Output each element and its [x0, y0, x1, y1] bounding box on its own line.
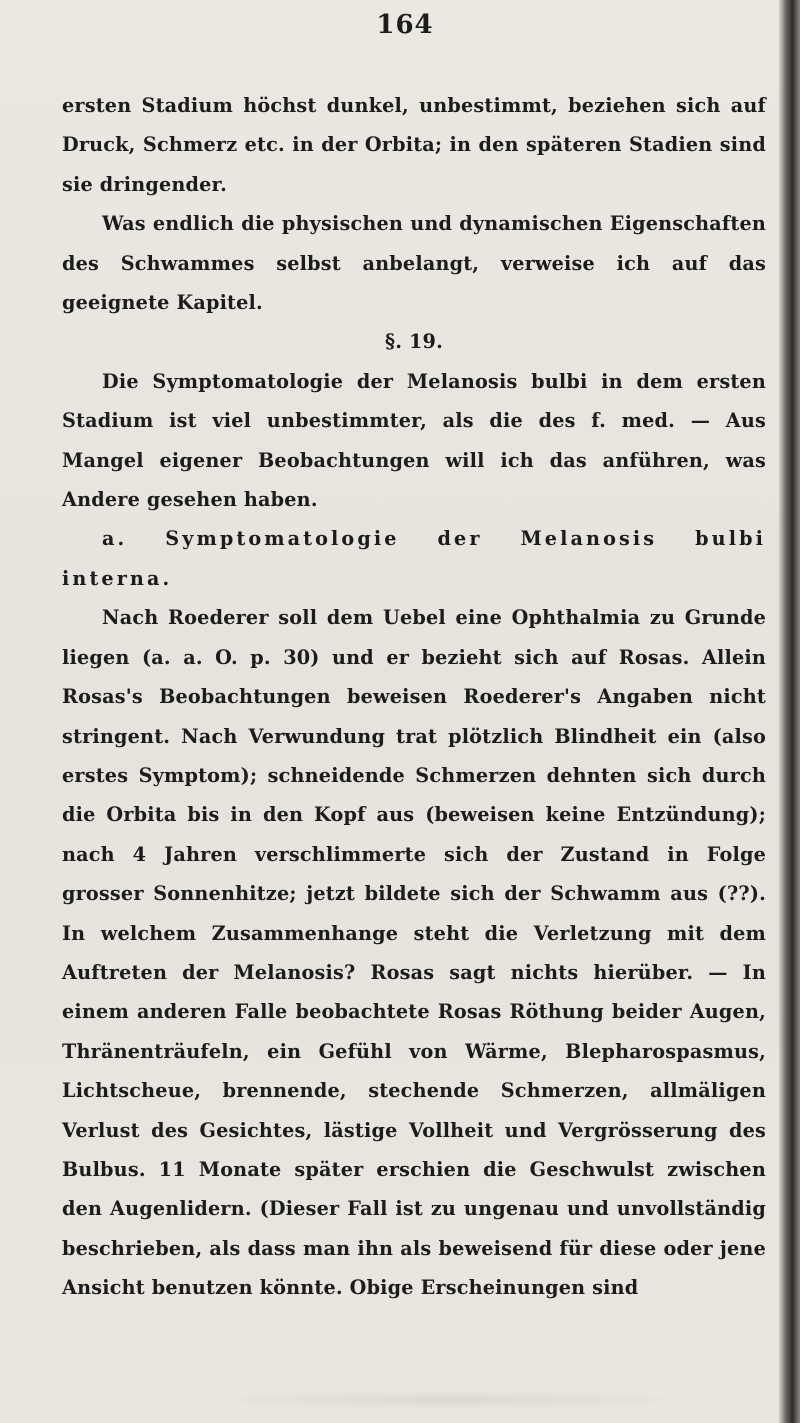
- section-heading: §. 19.: [385, 330, 443, 354]
- page-number: 164: [376, 10, 434, 40]
- body-text: [62, 86, 766, 1308]
- subsection-heading: a. Symptomatologie der Melanosis bulbi interna.: [62, 527, 766, 590]
- paragraph-properties: Was endlich die physischen und dynamischen Eigenschaften des Schwammes selbst anbelangt, verweise ich auf das geeignete Kapitel.: [62, 212, 766, 315]
- page-edge-shadow: [778, 0, 800, 1423]
- paragraph-continuation: ersten Stadium höchst dunkel, unbestimmt, beziehen sich auf Druck, Schmerz etc. in der Orbita; in den späteren Stadien sind sie dringender.: [62, 94, 766, 196]
- paragraph-symptomatology: Die Symptomatologie der Melanosis bulbi in dem ersten Stadium ist viel unbestimmter, als die des f. med. — Aus Mangel eigener Beobachtungen will ich das anführen, was Andere gesehen haben.: [62, 369, 766, 512]
- paper-stain: [200, 1390, 700, 1410]
- paragraph-roederer: Nach Roederer soll dem Uebel eine Ophthalmia zu Grunde liegen (a. a. O. p. 30) und er bezieht sich auf Rosas. Allein Rosas's Beobachtungen beweisen Roederer's Angaben nicht stringent. Nach Verwundung trat plötzlich Blindheit ein (also erstes Symptom); schneidende Schmerzen dehnten sich durch die Orbita bis in den Kopf aus (beweisen keine Entzündung); nach 4 Jahren verschlimmerte sich der Zustand in Folge grosser Sonnenhitze; jetzt bildete sich der Schwamm aus (??). In welchem Zusammenhange steht die Verletzung mit dem Auftreten der Melanosis? Rosas sagt nichts hierüber. — In einem anderen Falle beobachtete Rosas Röthung beider Augen, Thränenträufeln, ein Gefühl von Wärme, Blepharospasmus, Lichtscheue, brennende, stechende Schmerzen, allmäligen Verlust des Gesichtes, lästige Vollheit und Vergrösserung des Bulbus. 11 Monate später erschien die Geschwulst zwischen den Augenlidern. (Dieser Fall ist zu ungenau und unvollständig beschrieben, als dass man ihn als beweisend für diese oder jene Ansicht benutzen könnte. Obige Erscheinungen sind: [62, 606, 766, 1300]
